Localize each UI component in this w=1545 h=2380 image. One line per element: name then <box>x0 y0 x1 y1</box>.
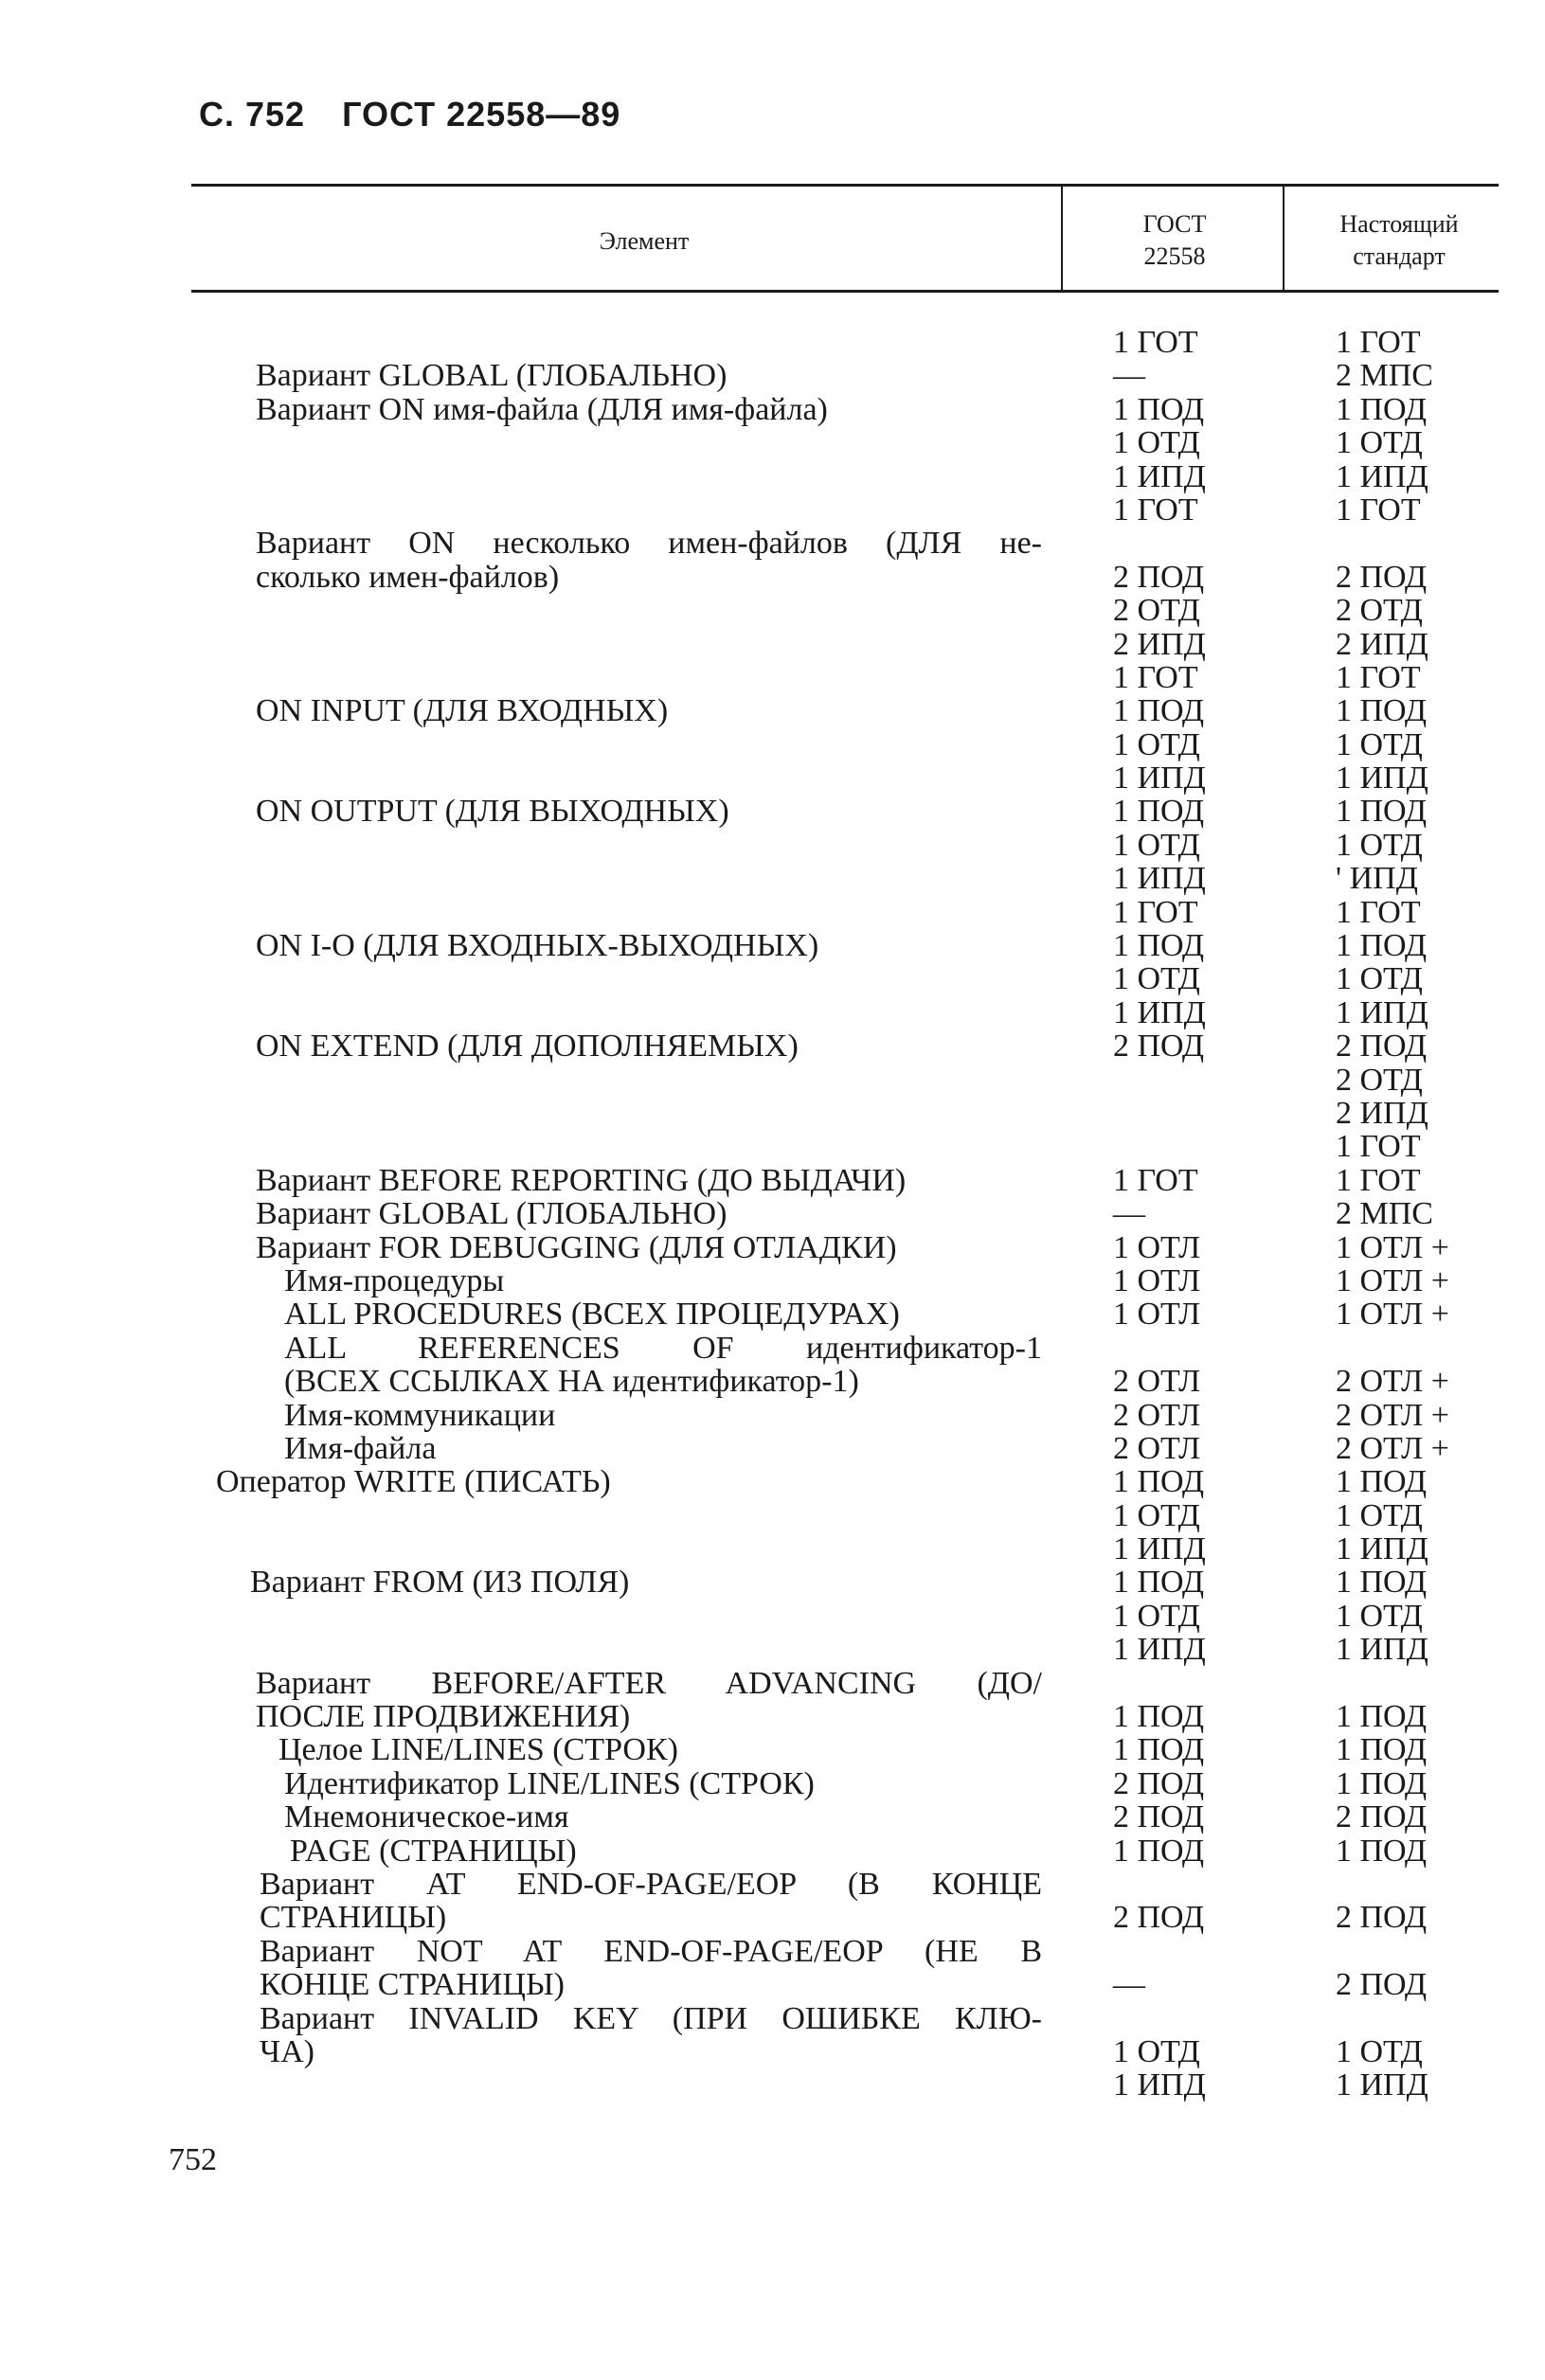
table-row <box>0 594 1545 627</box>
gost-cell: 1 ИПД <box>1113 1632 1206 1668</box>
element-cell: Вариант FOR DEBUGGING (ДЛЯ ОТЛАДКИ) <box>256 1229 897 1265</box>
table-row <box>0 493 1545 527</box>
table-row <box>0 527 1545 560</box>
current-standard-cell: 1 ОТД <box>1336 2033 1423 2069</box>
gost-cell: 1 ГОТ <box>1113 659 1198 695</box>
gost-cell: — <box>1113 358 1145 394</box>
table-row <box>0 962 1545 995</box>
table-row <box>0 1264 1545 1297</box>
current-standard-cell: 1 ИПД <box>1336 1632 1428 1668</box>
table-row <box>0 1767 1545 1800</box>
gost-cell: 1 ПОД <box>1113 1732 1205 1768</box>
current-standard-cell: 1 ОТД <box>1336 1598 1423 1634</box>
table-row <box>0 2002 1545 2035</box>
table-row <box>0 1231 1545 1264</box>
table-row <box>0 694 1545 727</box>
gost-cell: 1 ПОД <box>1113 1833 1205 1869</box>
table-row <box>0 761 1545 795</box>
table-row <box>0 896 1545 929</box>
current-standard-cell: 2 ПОД <box>1336 1900 1428 1936</box>
table-row <box>0 1297 1545 1331</box>
table-row <box>0 1834 1545 1868</box>
current-standard-cell: 1 ОТЛ + <box>1336 1262 1449 1298</box>
gost-cell: 1 ИПД <box>1113 861 1206 897</box>
gost-cell: 1 ОТЛ <box>1113 1229 1201 1265</box>
column-header-element: Элемент <box>599 227 690 255</box>
element-cell: Вариант AT END-OF-PAGE/EOP (В КОНЦЕ <box>260 1866 1042 1902</box>
element-cell: Целое LINE/LINES (СТРОК) <box>278 1732 678 1768</box>
current-standard-cell: 2 ПОД <box>1336 1029 1428 1065</box>
current-standard-cell: 1 ГОТ <box>1336 1162 1421 1198</box>
element-cell: Вариант BEFORE REPORTING (ДО ВЫДАЧИ) <box>256 1162 907 1198</box>
element-cell: ALL PROCEDURES (ВСЕХ ПРОЦЕДУРАХ) <box>284 1297 900 1333</box>
gost-cell: 2 ОТЛ <box>1113 1397 1201 1433</box>
current-standard-cell: 2 ОТЛ + <box>1336 1397 1449 1433</box>
table-row <box>0 1197 1545 1230</box>
gost-cell: 1 ГОТ <box>1113 325 1198 360</box>
gost-cell: 1 ПОД <box>1113 693 1205 729</box>
current-standard-cell: 2 ИПД <box>1336 626 1428 662</box>
gost-cell: 2 ПОД <box>1113 1900 1205 1936</box>
current-standard-cell: 1 ИПД <box>1336 2067 1428 2103</box>
gost-cell: 1 ПОД <box>1113 794 1205 830</box>
table-row <box>0 1465 1545 1498</box>
current-standard-cell: 1 ИПД <box>1336 994 1428 1030</box>
page-ref: С. 752 <box>199 95 306 134</box>
current-standard-cell: 1 ПОД <box>1336 391 1428 427</box>
current-standard-cell: 1 ОТД <box>1336 961 1423 997</box>
gost-cell: 2 ОТД <box>1113 593 1200 629</box>
table-row <box>0 1130 1545 1163</box>
current-standard-cell: 1 ИПД <box>1336 761 1428 796</box>
element-cell: Вариант ON имя-файла (ДЛЯ имя-файла) <box>256 391 828 427</box>
element-cell: PAGE (СТРАНИЦЫ) <box>290 1833 577 1869</box>
current-standard-cell: 1 ИПД <box>1336 1531 1428 1567</box>
table-row <box>0 1499 1545 1532</box>
element-cell: Имя-файла <box>284 1430 437 1466</box>
standard-name: ГОСТ 22558—89 <box>342 95 621 134</box>
gost-cell: 1 ОТД <box>1113 961 1200 997</box>
gost-cell: 1 ОТЛ <box>1113 1297 1201 1333</box>
gost-cell: 1 ОТД <box>1113 2033 1200 2069</box>
current-standard-cell: 1 ПОД <box>1336 1765 1428 1801</box>
current-standard-cell: 1 ПОД <box>1336 1732 1428 1768</box>
element-cell: Вариант INVALID KEY (ПРИ ОШИБКЕ КЛЮ- <box>260 2000 1042 2036</box>
current-standard-cell: 1 ГОТ <box>1336 894 1421 930</box>
column-divider-2 <box>1283 186 1285 290</box>
element-cell: Имя-коммуникации <box>284 1397 556 1433</box>
table-row <box>0 728 1545 761</box>
gost-cell: 1 ПОД <box>1113 1464 1205 1500</box>
current-standard-cell: 1 ПОД <box>1336 794 1428 830</box>
gost-cell: 1 ПОД <box>1113 928 1205 964</box>
current-standard-cell: 1 ПОД <box>1336 1464 1428 1500</box>
gost-cell: 1 ПОД <box>1113 1565 1205 1601</box>
current-standard-cell: 2 ОТД <box>1336 1062 1423 1098</box>
gost-cell: 2 ПОД <box>1113 1799 1205 1835</box>
current-standard-cell: 1 ОТД <box>1336 1497 1423 1533</box>
gost-cell: 1 ОТД <box>1113 1598 1200 1634</box>
element-cell: ON EXTEND (ДЛЯ ДОПОЛНЯЕМЫХ) <box>256 1029 799 1065</box>
table-row <box>0 829 1545 862</box>
gost-cell: 1 ИПД <box>1113 1531 1206 1567</box>
element-cell: ALL REFERENCES OF идентификатор-1 <box>284 1330 1042 1366</box>
element-cell: Вариант FROM (ИЗ ПОЛЯ) <box>250 1565 630 1601</box>
table-row <box>0 1532 1545 1566</box>
column-header-current: Настоящий стандарт <box>1339 210 1459 270</box>
current-standard-cell: 1 ПОД <box>1336 1699 1428 1735</box>
current-standard-cell: 2 МПС <box>1336 358 1433 394</box>
gost-cell: 2 ОТЛ <box>1113 1430 1201 1466</box>
current-standard-cell: 1 ПОД <box>1336 1565 1428 1601</box>
column-header-gost: ГОСТ 22558 <box>1142 210 1207 270</box>
current-standard-cell: 2 ПОД <box>1336 1799 1428 1835</box>
element-cell: Вариант ON несколько имен-файлов (ДЛЯ не- <box>256 526 1042 562</box>
table-row <box>0 1901 1545 1934</box>
page-header <box>199 95 647 134</box>
current-standard-cell: 1 ОТД <box>1336 425 1423 461</box>
table-row <box>0 1633 1545 1666</box>
gost-cell: 1 ОТД <box>1113 1497 1200 1533</box>
table-row <box>0 1566 1545 1599</box>
gost-cell: — <box>1113 1967 1145 2003</box>
table-row <box>0 795 1545 828</box>
table-row <box>0 1029 1545 1063</box>
gost-cell: 1 ПОД <box>1113 1699 1205 1735</box>
current-standard-cell: ' ИПД <box>1336 861 1418 897</box>
table-row <box>0 1097 1545 1130</box>
table-row <box>0 929 1545 962</box>
current-standard-cell: 2 ОТЛ + <box>1336 1364 1449 1400</box>
current-standard-cell: 1 ОТЛ + <box>1336 1229 1449 1265</box>
element-cell: КОНЦЕ СТРАНИЦЫ) <box>260 1967 565 2003</box>
current-standard-cell: 2 МПС <box>1336 1196 1433 1232</box>
element-cell: Вариант BEFORE/AFTER ADVANCING (ДО/ <box>256 1665 1042 1701</box>
element-cell: ON OUTPUT (ДЛЯ ВЫХОДНЫХ) <box>256 794 729 830</box>
table-row <box>0 1365 1545 1398</box>
table-row <box>0 359 1545 392</box>
current-standard-cell: 1 ГОТ <box>1336 492 1421 528</box>
element-cell: Оператор WRITE (ПИСАТЬ) <box>216 1464 611 1500</box>
gost-cell: — <box>1113 1196 1145 1232</box>
gost-cell: 2 ПОД <box>1113 1765 1205 1801</box>
table-row <box>0 1332 1545 1365</box>
table-row <box>0 1164 1545 1197</box>
table-row <box>0 1432 1545 1465</box>
table-row <box>0 1399 1545 1432</box>
gost-cell: 1 ГОТ <box>1113 492 1198 528</box>
table-row <box>0 1667 1545 1700</box>
element-cell: ЧА) <box>260 2033 314 2069</box>
gost-cell: 1 ОТД <box>1113 425 1200 461</box>
element-cell: сколько имен-файлов) <box>256 559 560 595</box>
table-top-rule <box>191 184 1499 187</box>
current-standard-cell: 2 ПОД <box>1336 559 1428 595</box>
table-head-rule <box>191 290 1499 293</box>
element-cell: СТРАНИЦЫ) <box>260 1900 447 1936</box>
current-standard-cell: 1 ГОТ <box>1336 659 1421 695</box>
table-row <box>0 426 1545 459</box>
element-cell: (ВСЕХ ССЫЛКАХ НА идентификатор-1) <box>284 1364 859 1400</box>
table-row <box>0 1868 1545 1901</box>
element-cell: Идентификатор LINE/LINES (СТРОК) <box>284 1765 815 1801</box>
gost-cell: 1 ГОТ <box>1113 894 1198 930</box>
element-cell: ПОСЛЕ ПРОДВИЖЕНИЯ) <box>256 1699 631 1735</box>
table-row <box>0 561 1545 594</box>
element-cell: Имя-процедуры <box>284 1262 505 1298</box>
table-row <box>0 1800 1545 1834</box>
element-cell: Мнемоническое-имя <box>284 1799 569 1835</box>
column-divider-1 <box>1061 186 1063 290</box>
table-row <box>0 661 1545 694</box>
element-cell: Вариант GLOBAL (ГЛОБАЛЬНО) <box>256 1196 728 1232</box>
current-standard-cell: 2 ПОД <box>1336 1967 1428 2003</box>
table-row <box>0 996 1545 1029</box>
gost-cell: 1 ОТД <box>1113 827 1200 863</box>
table-row <box>0 326 1545 359</box>
table-row <box>0 460 1545 493</box>
gost-cell: 2 ИПД <box>1113 626 1206 662</box>
gost-cell: 2 ОТЛ <box>1113 1364 1201 1400</box>
gost-cell: 1 ИПД <box>1113 994 1206 1030</box>
current-standard-cell: 1 ОТД <box>1336 726 1423 762</box>
current-standard-cell: 1 ПОД <box>1336 1833 1428 1869</box>
table-row <box>0 1600 1545 1633</box>
table-row <box>0 1700 1545 1733</box>
gost-cell: 1 ИПД <box>1113 761 1206 796</box>
current-standard-cell: 2 ИПД <box>1336 1095 1428 1131</box>
gost-cell: 2 ПОД <box>1113 559 1205 595</box>
element-cell: Вариант NOT AT END-OF-PAGE/EOP (НЕ В <box>260 1933 1042 1969</box>
table-row <box>0 1733 1545 1766</box>
table-row <box>0 628 1545 661</box>
table-row <box>0 393 1545 426</box>
table-row <box>0 1968 1545 2001</box>
element-cell: Вариант GLOBAL (ГЛОБАЛЬНО) <box>256 358 728 394</box>
table-row <box>0 2035 1545 2068</box>
current-standard-cell: 1 ПОД <box>1336 693 1428 729</box>
table-row <box>0 862 1545 895</box>
element-cell: ON I-O (ДЛЯ ВХОДНЫХ-ВЫХОДНЫХ) <box>256 928 819 964</box>
current-standard-cell: 1 ГОТ <box>1336 1129 1421 1165</box>
current-standard-cell: 1 ГОТ <box>1336 325 1421 360</box>
table-body <box>0 326 1545 2103</box>
gost-cell: 1 ИПД <box>1113 2067 1206 2103</box>
gost-cell: 1 ОТД <box>1113 726 1200 762</box>
gost-cell: 2 ПОД <box>1113 1029 1205 1065</box>
element-cell: ON INPUT (ДЛЯ ВХОДНЫХ) <box>256 693 669 729</box>
table-row <box>0 1935 1545 1968</box>
gost-cell: 1 ПОД <box>1113 391 1205 427</box>
current-standard-cell: 2 ОТД <box>1336 593 1423 629</box>
page-number: 752 <box>169 2142 217 2177</box>
gost-cell: 1 ГОТ <box>1113 1162 1198 1198</box>
table-row <box>0 2068 1545 2102</box>
current-standard-cell: 1 ПОД <box>1336 928 1428 964</box>
current-standard-cell: 2 ОТЛ + <box>1336 1430 1449 1466</box>
table-row <box>0 1064 1545 1097</box>
gost-cell: 1 ОТЛ <box>1113 1262 1201 1298</box>
current-standard-cell: 1 ИПД <box>1336 458 1428 494</box>
current-standard-cell: 1 ОТД <box>1336 827 1423 863</box>
current-standard-cell: 1 ОТЛ + <box>1336 1297 1449 1333</box>
gost-cell: 1 ИПД <box>1113 458 1206 494</box>
